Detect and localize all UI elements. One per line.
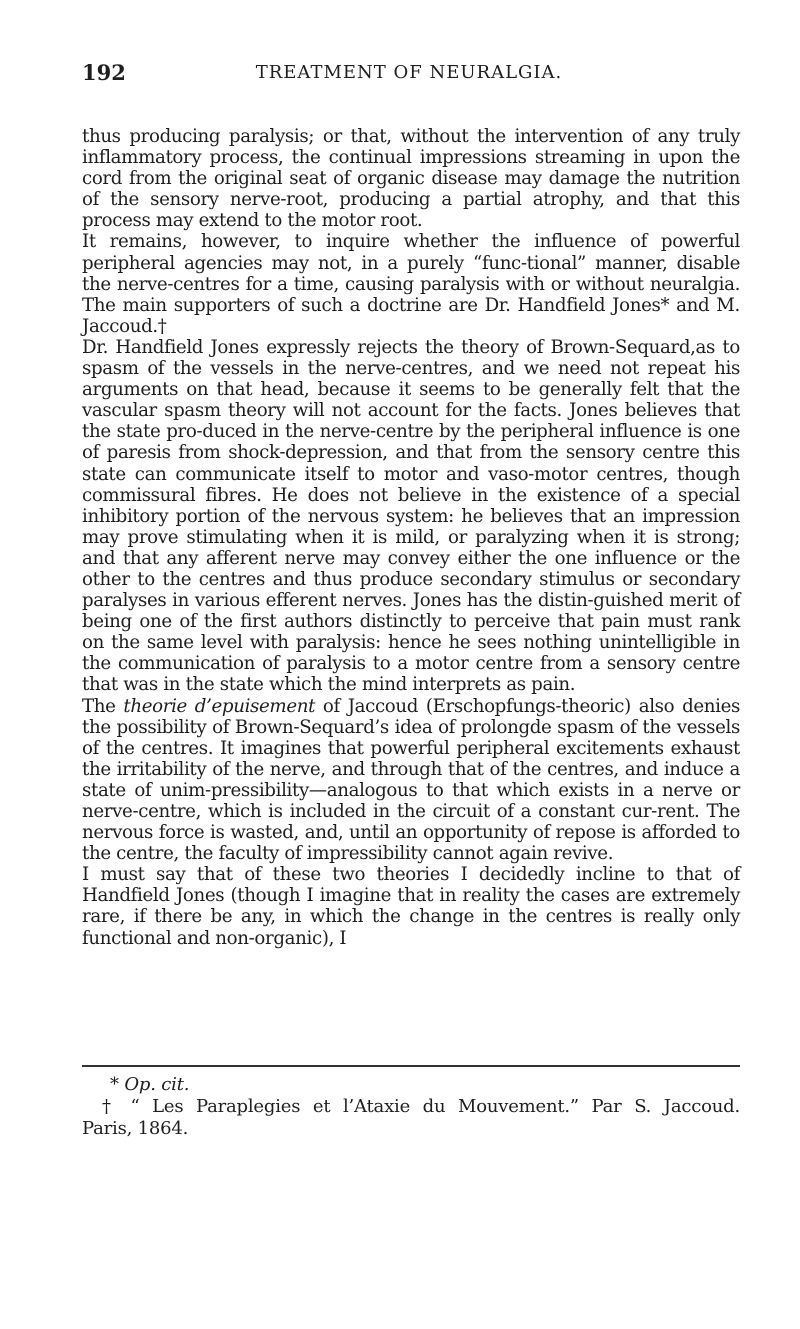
paragraph-5: I must say that of these two theories I decidedly incline to that of Handfield Jones (though I imagine that in reality the cases are extremely rare, if there be any, in which the change in the centres is really only functional and non-organic), I <box>82 864 740 949</box>
footnote-1-text: Op. cit. <box>124 1074 190 1095</box>
footnote-2 <box>82 1096 740 1118</box>
running-title: TREATMENT OF NEURALGIA. <box>255 62 563 83</box>
paragraph-3: Dr. Handfield Jones expressly rejects the theory of Brown-Sequard,as to spasm of the vessels in the nerve-centres, and we need not repeat his arguments on that head, because it seems to be generally felt that the vascular spasm theory will not account for the facts. Jones believes that the state pro-duced in the nerve-centre by the peripheral influence is one of paresis from shock-depression, and that from the sensory centre this state can communicate itself to motor and vaso-motor centres, though commissural fibres. He does not believe in the existence of a special inhibitory portion of the nervous system: he believes that an impression may prove stimulating when it is mild, or paralyzing when it is strong; and that any afferent nerve may convey either the one influence or the other to the centres and thus produce secondary stimulus or secondary paralyses in various efferent nerves. Jones has the distin-guished merit of being one of the first authors distinctly to perceive that pain must rank on the same level with paralysis: hence he sees nothing unintelligible in the communication of paralysis to a motor centre from a sensory centre that was in the state which the mind interprets as pain. <box>82 336 740 696</box>
paragraph-4-text: of Jaccoud (Erschopfungs-theoric) also denies the possibility of Brown-Sequard’s idea of prolongde spasm of the vessels of the centres. It imagines that powerful peripheral excitements exhaust the irritability of the nerve, and through that of the centres, and induce a state of unim-pressibility—analogous to that which exists in a nerve or nerve-centre, which is included in the circuit of a constant cur-rent. The nervous force is wasted, and, until an opportunity of repose is afforded to the centre, the faculty of impressibility cannot again revive. <box>82 695 740 865</box>
footnote-1 <box>82 1074 740 1096</box>
footnotes <box>82 1074 740 1140</box>
page-number: 192 <box>82 60 126 85</box>
paragraph-4-prefix: The <box>82 695 116 717</box>
footnote-2-continuation: Paris, 1864. <box>82 1118 189 1139</box>
paragraph-4 <box>82 696 740 865</box>
footnote-divider <box>82 1065 740 1067</box>
paragraph-1: thus producing paralysis; or that, without the intervention of any truly inflammatory process, the continual impressions streaming in upon the cord from the original seat of organic disease may damage the nutrition of the sensory nerve-root, producing a partial atrophy, and that this process may extend to the motor root. <box>82 126 740 232</box>
footnote-2-text: “ Les Paraplegies et l’Ataxie du Mouvement.” Par S. Jaccoud. <box>130 1096 740 1117</box>
footnote-1-mark: * <box>110 1074 119 1095</box>
footnote-2-mark: † <box>102 1096 118 1117</box>
page-header <box>82 60 736 88</box>
paragraph-2: It remains, however, to inquire whether the influence of powerful peripheral agencies may not, in a purely “func-tional” manner, disable the nerve-centres for a time, causing paralysis with or without neuralgia. The main supporters of such a doctrine are Dr. Handfield Jones* and M. Jaccoud.† <box>82 231 740 337</box>
paragraph-4-italic-term: theorie d’epuisement <box>123 695 316 717</box>
body-text <box>82 126 740 949</box>
